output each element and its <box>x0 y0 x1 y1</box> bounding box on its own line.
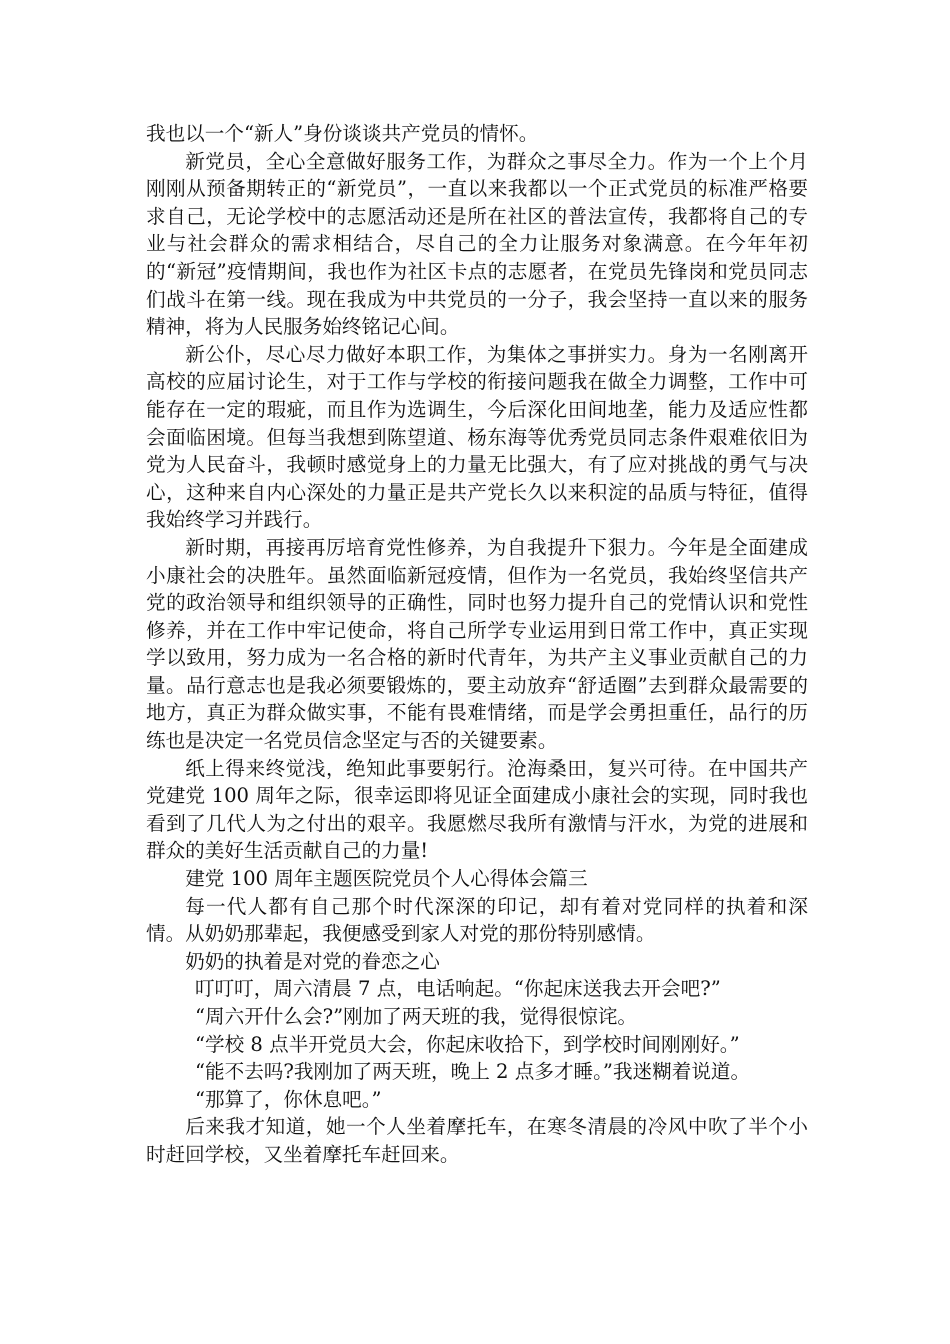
paragraph-new-era: 新时期，再接再厉培育党性修养，为自我提升下狠力。今年是全面建成小康社会的决胜年。虽然面临新冠疫情，但作为一名党员，我始终坚信共产党的政治领导和组织领导的正确性，同时也努力提升自己的党情认识和党性修养，并在工作中牢记使命，将自己所学专业运用到日常工作中，真正实现学以致用，努力成为一名合格的新时代青年，为共产主义事业贡献自己的力量。品行意志也是我必须要锻炼的，要主动放弃“舒适圈”去到群众最需要的地方，真正为群众做实事，不能有畏难情绪，而是学会勇担重任，品行的历练也是决定一名党员信念坚定与否的关键要素。 <box>146 535 808 753</box>
paragraph-phone-call: 叮叮叮，周六清晨 7 点，电话响起。“你起床送我去开会吧?” <box>195 977 721 1001</box>
paragraph-generations: 每一代人都有自己那个时代深深的印记，却有着对党同样的执着和深情。从奶奶那辈起，我便感受到家人对党的那份特别感情。 <box>146 894 808 946</box>
document-body <box>146 120 808 1169</box>
paragraph-conclusion: 纸上得来终觉浅，绝知此事要躬行。沧海桑田，复兴可待。在中国共产党建党 100 周年之际，很幸运即将见证全面建成小康社会的实现，同时我也看到了几代人为之付出的艰辛。我愿燃尽我所有激情与汗水，为党的进展和群众的美好生活贡献自己的力量! <box>146 756 808 863</box>
section-title: 建党 100 周年主题医院党员个人心得体会篇三 <box>185 867 588 891</box>
paragraph-afterwards: 后来我才知道，她一个人坐着摩托车，在寒冬清晨的冷风中吹了半个小时赶回学校，又坐着摩托车赶回来。 <box>146 1115 808 1166</box>
paragraph-intro: 我也以一个“新人”身份谈谈共产党员的情怀。 <box>146 122 539 145</box>
paragraph-new-servant: 新公仆，尽心尽力做好本职工作，为集体之事拼实力。身为一名刚离开高校的应届讨论生，对于工作与学校的衔接问题我在做全力调整，工作中可能存在一定的瑕疵，而且作为选调生，今后深化田间地垄，能力及适应性都会面临困境。但每当我想到陈望道、杨东海等优秀党员同志条件艰难依旧为党为人民奋斗，我顿时感觉身上的力量无比强大，有了应对挑战的勇气与决心，这种来自内心深处的力量正是共产党长久以来积淀的品质与特征，值得我始终学习并践行。 <box>146 342 808 532</box>
paragraph-dialogue-1: “周六开什么会?”刚加了两天班的我，觉得很惊诧。 <box>195 1005 638 1028</box>
paragraph-dialogue-4: “那算了，你休息吧。” <box>195 1087 382 1111</box>
subsection-title: 奶奶的执着是对党的眷恋之心 <box>185 949 440 973</box>
paragraph-dialogue-3: “能不去吗?我刚加了两天班，晚上 2 点多才睡。”我迷糊着说道。 <box>195 1060 751 1084</box>
paragraph-dialogue-2: “学校 8 点半开党员大会，你起床收拾下，到学校时间刚刚好。” <box>195 1032 740 1056</box>
paragraph-new-member: 新党员，全心全意做好服务工作，为群众之事尽全力。作为一个上个月刚刚从预备期转正的“新党员”，一直以来我都以一个正式党员的标准严格要求自己，无论学校中的志愿活动还是所在社区的普法宣传，我都将自己的专业与社会群众的需求相结合，尽自己的全力让服务对象满意。在今年年初的“新冠”疫情期间，我也作为社区卡点的志愿者，在党员先锋岗和党员同志们战斗在第一线。现在我成为中共党员的一分子，我会坚持一直以来的服务精神，将为人民服务始终铭记心间。 <box>146 149 808 339</box>
